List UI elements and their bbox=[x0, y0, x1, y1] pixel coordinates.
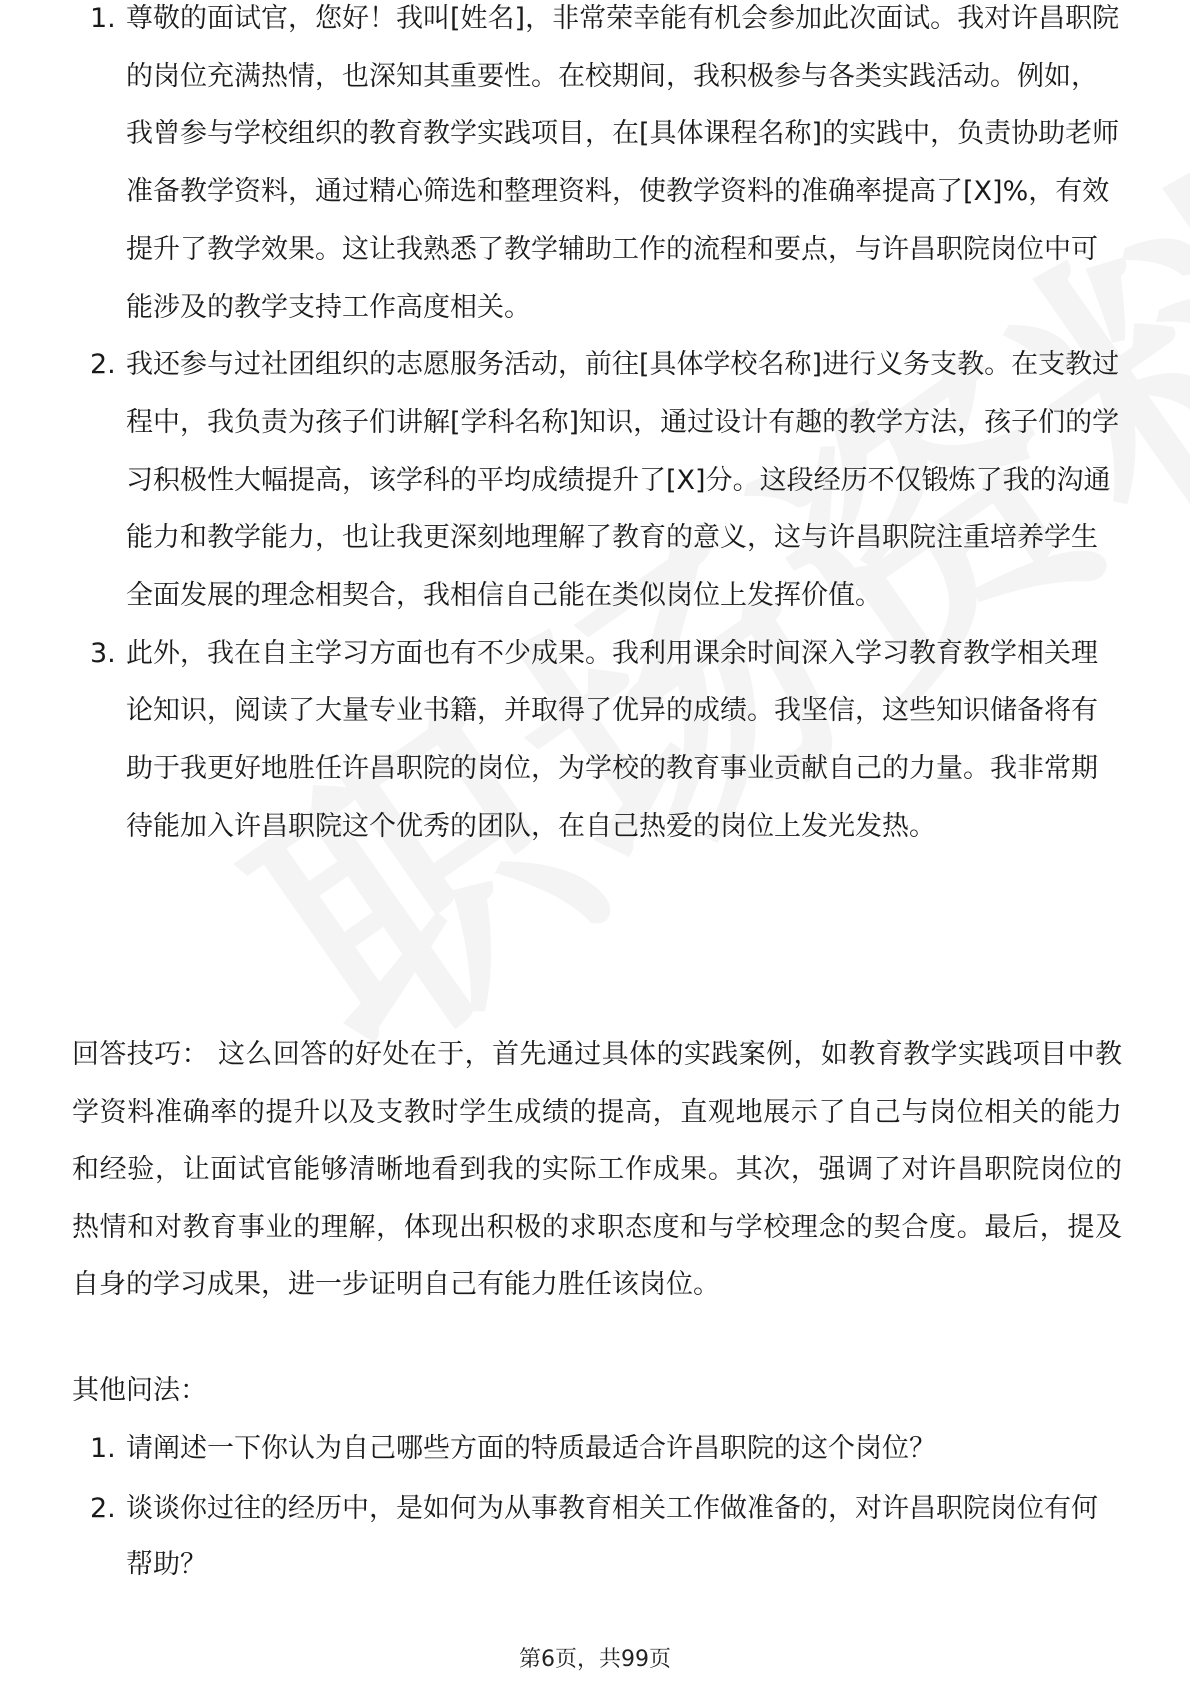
list-item-text: 此外，我在自主学习方面也有不少成果。我利用课余时间深入学习教育教学相关理论知识，阅读了大量专业书籍，并取得了优异的成绩。我坚信，这些知识储备将有助于我更好地胜任许昌职院的岗位，为学校的教育事业贡献自己的力量。我非常期待能加入许昌职院这个优秀的团队，在自己热爱的岗位上发光发热。 bbox=[126, 637, 1098, 842]
list-item-number: 2. bbox=[90, 1493, 116, 1524]
list-item bbox=[72, 0, 1122, 336]
list-item-text: 请阐述一下你认为自己哪些方面的特质最适合许昌职院的这个岗位？ bbox=[126, 1433, 936, 1464]
list-item bbox=[72, 625, 1122, 856]
answer-points-list bbox=[72, 3, 1122, 856]
list-item-text: 尊敬的面试官，您好！我叫[姓名]，非常荣幸能有机会参加此次面试。我对许昌职院的岗位充满热情，也深知其重要性。在校期间，我积极参与各类实践活动。例如，我曾参与学校组织的教育教学实践项目，在[具体课程名称]的实践中，负责协助老师准备教学资料，通过精心筛选和整理资料，使教学资料的准确率提高了[X]%，有效提升了教学效果。这让我熟悉了教学辅助工作的流程和要点，与许昌职院岗位中可能涉及的教学支持工作高度相关。 bbox=[126, 3, 1120, 323]
list-item bbox=[72, 336, 1122, 625]
list-item-text: 谈谈你过往的经历中，是如何为从事教育相关工作做准备的，对许昌职院岗位有何帮助？ bbox=[126, 1493, 1098, 1580]
answer-tips-paragraph: 回答技巧： 这么回答的好处在于，首先通过具体的实践案例，如教育教学实践项目中教学资料准确率的提升以及支教时学生成绩的提高，直观地展示了自己与岗位相关的能力和经验，让面试官能够清晰地看到我的实际工作成果。其次，强调了对许昌职院岗位的热情和对教育事业的理解，体现出积极的求职态度和与学校理念的契合度。最后，提及自身的学习成果，进一步证明自己有能力胜任该岗位。 bbox=[72, 1039, 1122, 1301]
list-item bbox=[72, 1421, 1122, 1477]
page-number-footer: 第6页，共99页 bbox=[519, 1647, 671, 1672]
list-item bbox=[72, 1481, 1122, 1593]
other-questions-list bbox=[72, 1421, 1122, 1597]
list-item-number: 2. bbox=[90, 349, 116, 381]
list-item-number: 1. bbox=[90, 1433, 116, 1464]
list-item-number: 1. bbox=[90, 3, 116, 34]
list-item-text: 我还参与过社团组织的志愿服务活动，前往[具体学校名称]进行义务支教。在支教过程中，我负责为孩子们讲解[学科名称]知识，通过设计有趣的教学方法，孩子们的学习积极性大幅提高，该学科的平均成绩提升了[X]分。这段经历不仅锻炼了我的沟通能力和教学能力，也让我更深刻地理解了教育的意义，这与许昌职院注重培养学生全面发展的理念相契合，我相信自己能在类似岗位上发挥价值。 bbox=[126, 349, 1120, 612]
other-questions-heading: 其他问法： bbox=[72, 1375, 207, 1406]
list-item-number: 3. bbox=[90, 637, 116, 669]
